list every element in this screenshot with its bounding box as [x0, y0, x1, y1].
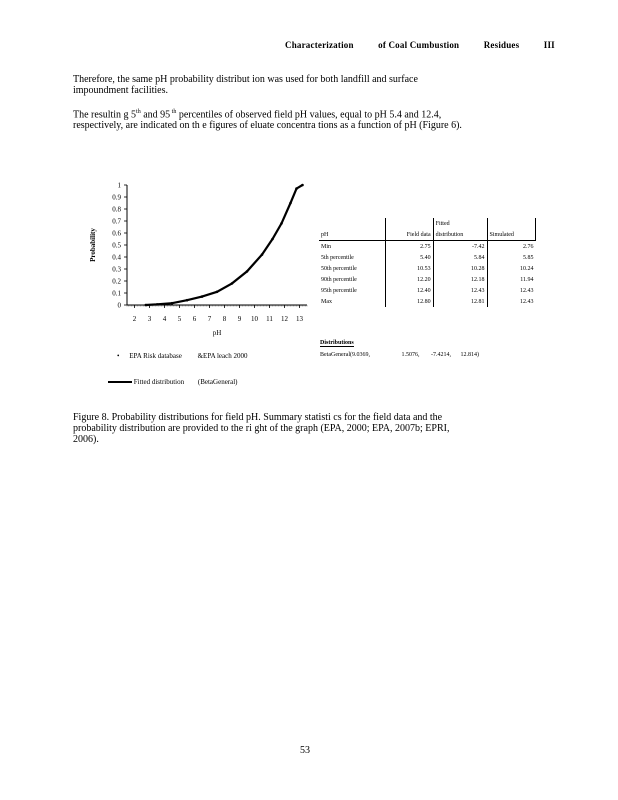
- paragraph-2-text-b: and 95: [140, 109, 171, 121]
- x-tick-label: 10: [251, 315, 258, 323]
- data-point: [246, 270, 249, 273]
- statistics-table: [319, 218, 536, 307]
- row-label: 95th percentile: [321, 287, 357, 294]
- y-tick-label: 0.4: [112, 253, 121, 262]
- cell-distribution: 12.18: [433, 274, 487, 285]
- cell-simulated: 11.94: [487, 274, 535, 285]
- y-tick-label: 0.1: [112, 289, 121, 298]
- figure-caption: [73, 412, 543, 445]
- cell-field: 5.40: [386, 252, 434, 263]
- cell-distribution: 10.28: [433, 263, 487, 274]
- x-tick-label: 5: [177, 315, 182, 323]
- cell-distribution: 12.81: [433, 296, 487, 307]
- col-header-field-data: Field data: [386, 229, 434, 241]
- table-row: [319, 241, 536, 253]
- caption-line-2: probability distribution are provided to the ri ght of the graph (EPA, 2000; EPA, 2007b; EPRI,: [73, 423, 450, 434]
- row-label: 5th percentile: [321, 254, 354, 261]
- data-point: [216, 291, 219, 294]
- y-tick-label: 0: [117, 301, 121, 310]
- cell-distribution: -7.42: [433, 241, 487, 253]
- cell-distribution: 5.84: [433, 252, 487, 263]
- x-tick-label: 2: [132, 315, 137, 323]
- y-tick-label: 0.7: [112, 217, 121, 226]
- y-tick-label: 0.8: [112, 205, 121, 214]
- probability-chart: [85, 175, 325, 345]
- x-tick-label: 7: [207, 315, 212, 323]
- distribution-formula: [320, 352, 479, 358]
- table-row: [319, 263, 536, 274]
- x-tick-label: 13: [296, 315, 303, 323]
- data-point: [156, 303, 159, 306]
- data-point: [289, 202, 292, 205]
- x-tick-label: 6: [192, 315, 197, 323]
- data-point: [231, 282, 234, 285]
- header-part-1: Characterization: [285, 40, 354, 50]
- data-point: [271, 238, 274, 241]
- x-tick-label: 3: [147, 315, 152, 323]
- cell-field: 12.40: [386, 285, 434, 296]
- superscript-th: th: [136, 109, 141, 115]
- cell-field: 2.75: [386, 241, 434, 253]
- row-label: 90th percentile: [321, 276, 357, 283]
- distributions-label: Distributions: [320, 340, 354, 346]
- legend-dot-icon: •: [117, 352, 120, 360]
- cell-simulated: 12.43: [487, 296, 535, 307]
- y-tick-label: 0.2: [112, 277, 121, 286]
- data-point: [186, 299, 189, 302]
- legend-fitted-text-a: Fitted distribution: [133, 378, 185, 386]
- col-header-simulated: Simulated: [487, 229, 535, 241]
- legend-line-icon: [108, 381, 132, 383]
- dist-param-4: 12.814): [460, 352, 479, 358]
- paragraph-1-line-1: Therefore, the same pH probability distribut ion was used for both landfill and surface: [73, 74, 418, 85]
- data-point: [171, 302, 174, 305]
- cell-simulated: 12.43: [487, 285, 535, 296]
- header-part-2: of Coal Cumbustion: [378, 40, 460, 50]
- cell-distribution: 12.43: [433, 285, 487, 296]
- row-label: Max: [321, 298, 332, 305]
- paragraph-2-text-a: The resultin g 5: [73, 109, 137, 121]
- paragraph-2: [73, 107, 543, 131]
- cell-simulated: 5.85: [487, 252, 535, 263]
- data-point: [301, 184, 304, 187]
- table-row: [319, 274, 536, 285]
- y-tick-label: 0.3: [112, 265, 121, 274]
- statistics-table-wrapper: [319, 218, 536, 307]
- x-axis-label: pH: [212, 329, 222, 337]
- table-row: [319, 252, 536, 263]
- data-point: [280, 222, 283, 225]
- cell-simulated: 10.24: [487, 263, 535, 274]
- paragraph-1: [73, 74, 543, 96]
- table-header-row: [319, 229, 536, 241]
- cell-field: 10.53: [386, 263, 434, 274]
- x-tick-label: 4: [162, 315, 167, 323]
- header-part-4: III: [543, 40, 555, 50]
- superscript-th-2: th: [170, 109, 177, 115]
- fitted-distribution-line: [146, 185, 303, 305]
- cell-field: 12.80: [386, 296, 434, 307]
- caption-line-1: Figure 8. Probability distributions for field pH. Summary statisti cs for the field data and the: [73, 412, 443, 423]
- dist-param-3: -7.4214,: [430, 352, 451, 358]
- data-point: [144, 304, 147, 307]
- legend-fitted-text-b: (BetaGeneral): [197, 378, 238, 386]
- x-tick-label: 12: [281, 315, 288, 323]
- legend-item-fitted: [108, 378, 238, 386]
- data-point: [261, 253, 264, 256]
- col-header-distribution: distribution: [433, 229, 487, 241]
- legend-epa-text-b: &EPA leach 2000: [197, 352, 248, 360]
- data-point: [201, 295, 204, 298]
- dist-name: BetaGeneral(9.0369,: [320, 352, 370, 358]
- row-label: Min: [321, 243, 332, 250]
- paragraph-2-line-2: respectively, are indicated on th e figures of eluate concentra tions as a function of pH (Figure 6).: [73, 120, 462, 132]
- paragraph-2-line-1: [73, 107, 543, 120]
- cell-simulated: 2.76: [487, 241, 535, 253]
- y-tick-label: 0.6: [112, 229, 121, 238]
- header-part-3: Residues: [483, 40, 520, 50]
- header-fitted: Fitted: [433, 218, 487, 229]
- table-row: [319, 296, 536, 307]
- cell-field: 12.20: [386, 274, 434, 285]
- legend-item-epa: [117, 352, 248, 360]
- y-tick-label: 1: [117, 181, 121, 190]
- y-tick-label: 0.5: [112, 241, 121, 250]
- x-tick-label: 8: [222, 315, 227, 323]
- dist-param-2: 1.5076,: [401, 352, 420, 358]
- caption-line-3: 2006).: [73, 434, 99, 445]
- running-header: [285, 40, 555, 50]
- col-header-ph: pH: [319, 229, 386, 241]
- page-number: 53: [300, 745, 310, 756]
- x-tick-label: 11: [266, 315, 273, 323]
- legend-epa-text-a: EPA Risk database: [129, 352, 182, 360]
- y-axis-label: Probability: [89, 228, 97, 262]
- y-tick-label: 0.9: [112, 193, 121, 202]
- paragraph-1-line-2: impoundment facilities.: [73, 85, 168, 96]
- data-point: [295, 187, 298, 190]
- table-row: [319, 285, 536, 296]
- row-label: 50th percentile: [321, 265, 357, 272]
- paragraph-2-text-c: percentiles of observed field pH values, equal to pH 5.4 and 12.4,: [176, 109, 442, 121]
- x-tick-label: 9: [237, 315, 242, 323]
